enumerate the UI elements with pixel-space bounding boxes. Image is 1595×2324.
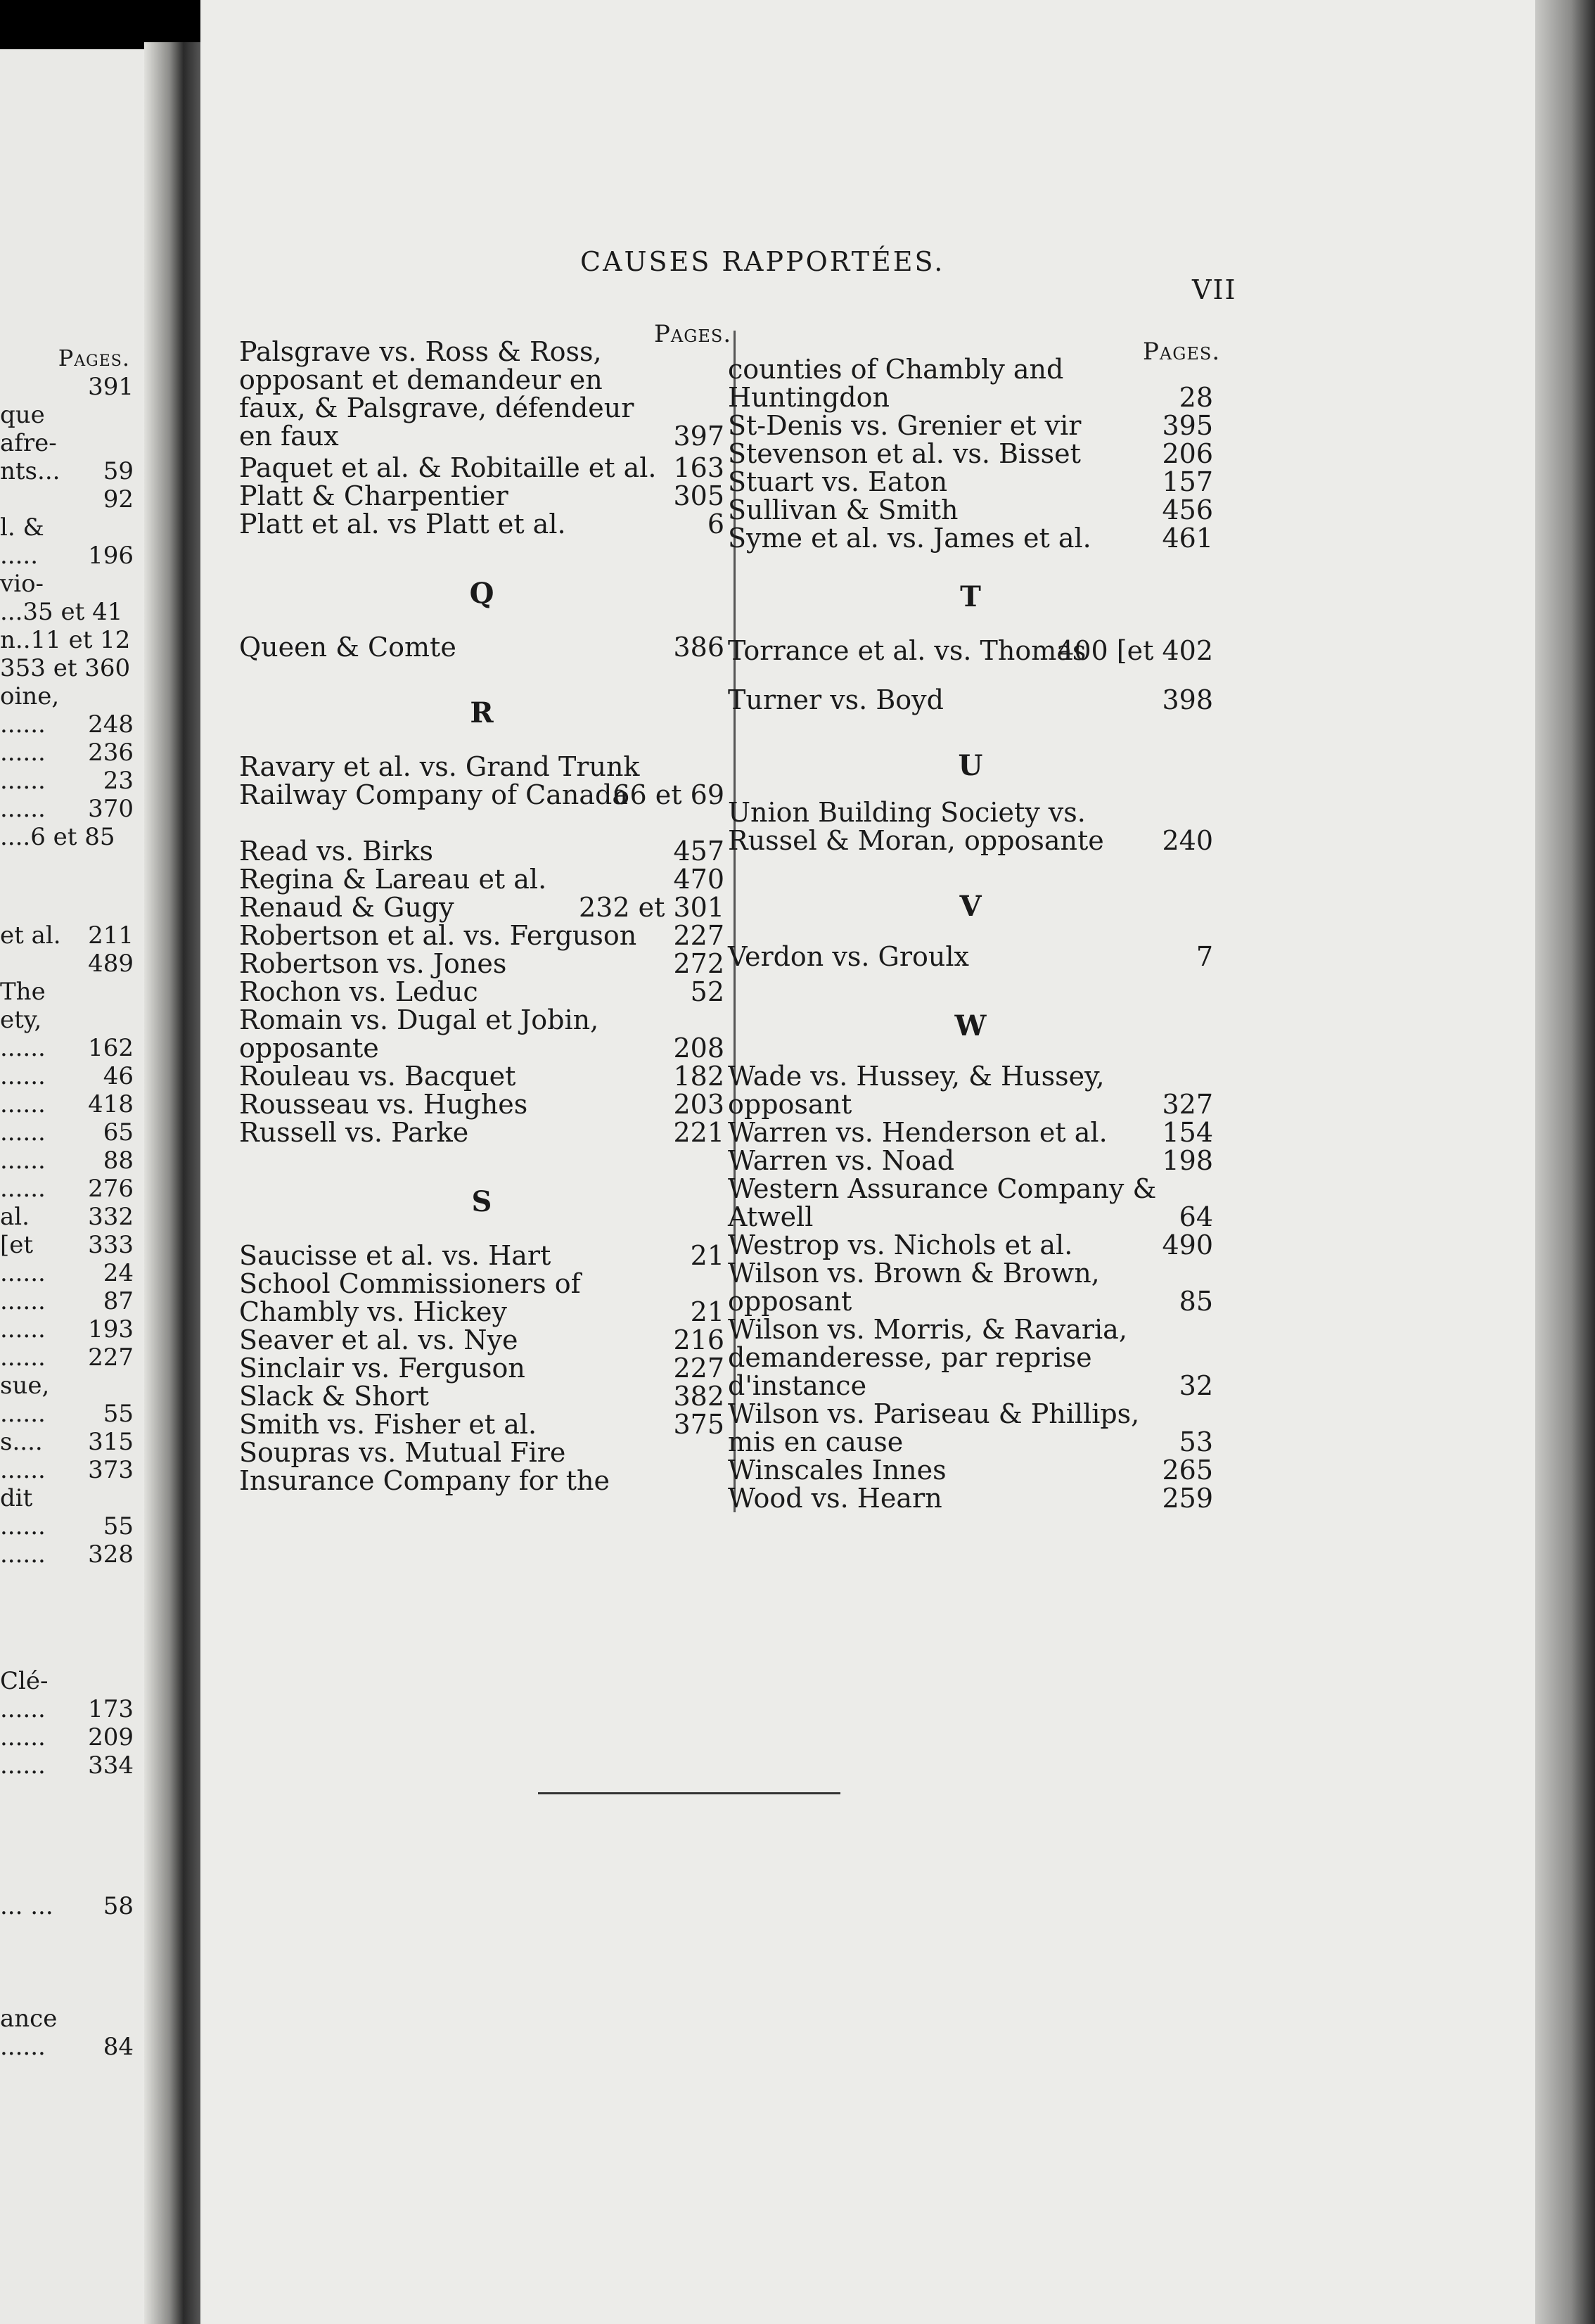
- prev-line-page: 55: [103, 1400, 134, 1428]
- prev-line-text: ......: [0, 1147, 46, 1175]
- index-entry: [239, 338, 724, 450]
- index-entry: [239, 482, 724, 510]
- entry-page-number: 21: [690, 1240, 724, 1271]
- index-page: [200, 0, 1535, 2324]
- prev-line-text: ......: [0, 1287, 46, 1315]
- prev-line-page: 196: [88, 542, 134, 570]
- entry-page-number: 265: [1162, 1455, 1213, 1486]
- prev-line-text: ......: [0, 1343, 46, 1372]
- prev-line-text: ......: [0, 1118, 46, 1147]
- entry-page-number: 386: [673, 632, 724, 663]
- prev-pages-heading: Pages.: [58, 345, 130, 371]
- running-head: CAUSES RAPPORTÉES.: [580, 246, 945, 277]
- prev-line-text: ......: [0, 739, 46, 767]
- entry-case-name: Regina & Lareau et al.: [239, 864, 547, 895]
- index-entry: [239, 753, 724, 809]
- section-letter: S: [471, 1185, 492, 1218]
- entry-case-name: Sullivan & Smith: [728, 494, 959, 525]
- prev-line-text: ......: [0, 767, 46, 795]
- index-entry: [728, 1175, 1213, 1231]
- prev-line-text: .....: [0, 542, 39, 570]
- entry-page-number: 382: [673, 1381, 724, 1412]
- index-entry: [728, 355, 1213, 411]
- section-letter: V: [959, 890, 982, 923]
- prev-line-page: 23: [103, 767, 134, 795]
- entry-page-number: 64: [1179, 1201, 1213, 1232]
- prev-line-page: 418: [88, 1090, 134, 1118]
- prev-line-page: 333: [88, 1231, 134, 1259]
- index-entry: [239, 893, 724, 921]
- entry-case-name: Russell vs. Parke: [239, 1117, 469, 1148]
- entry-page-number: 490: [1162, 1230, 1213, 1260]
- prev-line-text: ance: [0, 2005, 58, 2033]
- entry-page-number: 198: [1162, 1145, 1213, 1176]
- entry-case-name: Syme et al. vs. James et al.: [728, 523, 1091, 554]
- previous-page-fragment: [0, 49, 144, 2324]
- index-entry: [239, 1354, 724, 1382]
- prev-line-page: 46: [103, 1062, 134, 1090]
- entry-case-name: Union Building Society vs. Russel & Moran, opposante: [728, 797, 1104, 856]
- entry-case-name: Saucisse et al. vs. Hart: [239, 1240, 551, 1271]
- index-entry: [239, 510, 724, 538]
- index-entry: [728, 1118, 1213, 1147]
- entry-case-name: Western Assurance Company & Atwell: [728, 1173, 1157, 1232]
- entry-case-name: Platt et al. vs Platt et al.: [239, 509, 566, 540]
- prev-line-text: ......: [0, 1034, 46, 1062]
- prev-line-page: 373: [88, 1456, 134, 1484]
- entry-page-number: 240: [1162, 825, 1213, 856]
- entry-case-name: Soupras vs. Mutual Fire Insurance Company for the: [239, 1437, 610, 1496]
- entry-page-number: 227: [673, 1353, 724, 1384]
- entry-case-name: Warren vs. Henderson et al.: [728, 1117, 1108, 1148]
- entry-case-name: Paquet et al. & Robitaille et al.: [239, 452, 657, 483]
- prev-line-text: sue,: [0, 1372, 50, 1400]
- entry-case-name: Smith vs. Fisher et al.: [239, 1409, 537, 1440]
- prev-line-page: 391: [88, 373, 134, 401]
- entry-page-number: 21: [690, 1296, 724, 1327]
- prev-line-page: 211: [88, 921, 134, 950]
- entry-case-name: Platt & Charpentier: [239, 480, 508, 511]
- prev-line-text: et al.: [0, 921, 61, 950]
- prev-line-text: n..11 et 12: [0, 626, 131, 654]
- index-entry: [239, 1410, 724, 1438]
- entry-case-name: School Commissioners of Chambly vs. Hickey: [239, 1268, 581, 1327]
- section-letter: T: [960, 580, 981, 613]
- prev-line-text: afre-: [0, 429, 57, 457]
- index-entry: [728, 686, 1213, 714]
- entry-page-number: 6: [707, 509, 724, 540]
- entry-case-name: Renaud & Gugy: [239, 892, 454, 923]
- entry-case-name: Stuart vs. Eaton: [728, 466, 948, 497]
- index-entry: [239, 1090, 724, 1118]
- entry-page-number: 456: [1162, 494, 1213, 525]
- entry-case-name: Wood vs. Hearn: [728, 1483, 942, 1514]
- prev-line-text: al.: [0, 1203, 30, 1231]
- entry-case-name: Rochon vs. Leduc: [239, 976, 478, 1007]
- entry-page-number: 227: [673, 920, 724, 951]
- prev-line-text: ......: [0, 2033, 46, 2061]
- pages-heading-right: Pages.: [1143, 338, 1221, 366]
- index-entry: [728, 468, 1213, 496]
- entry-page-number: 157: [1162, 466, 1213, 497]
- page-folio: VII: [1192, 274, 1237, 305]
- entry-case-name: Torrance et al. vs. Thomas: [728, 635, 1087, 666]
- entry-page-number: 66 et 69: [613, 779, 724, 810]
- prev-line-text: ... ...: [0, 1892, 53, 1920]
- entry-page-number: 203: [673, 1089, 724, 1120]
- prev-line-text: ......: [0, 1315, 46, 1343]
- entry-page-number: 221: [673, 1117, 724, 1148]
- index-entry: [239, 1241, 724, 1270]
- prev-line-page: 370: [88, 795, 134, 823]
- prev-line-text: que: [0, 401, 45, 429]
- prev-line-text: ......: [0, 1751, 46, 1780]
- entry-case-name: Wilson vs. Brown & Brown, opposant: [728, 1258, 1100, 1317]
- prev-line-text: vio-: [0, 570, 44, 598]
- entry-page-number: 470: [673, 864, 724, 895]
- section-letter: Q: [469, 577, 494, 610]
- prev-line-page: 58: [103, 1892, 134, 1920]
- prev-line-page: 236: [88, 739, 134, 767]
- entry-case-name: Warren vs. Noad: [728, 1145, 955, 1176]
- entry-case-name: Westrop vs. Nichols et al.: [728, 1230, 1073, 1260]
- entry-case-name: Sinclair vs. Ferguson: [239, 1353, 525, 1384]
- prev-line-text: ......: [0, 1259, 46, 1287]
- prev-line-page: 328: [88, 1540, 134, 1569]
- prev-line-text: ......: [0, 1175, 46, 1203]
- index-entry: [728, 1484, 1213, 1512]
- prev-line-text: l. &: [0, 513, 44, 542]
- entry-page-number: 397: [673, 421, 724, 452]
- entry-page-number: 154: [1162, 1117, 1213, 1148]
- prev-line-page: 276: [88, 1175, 134, 1203]
- index-entry: [728, 943, 1213, 971]
- prev-line-text: Clé-: [0, 1667, 49, 1695]
- entry-page-number: 457: [673, 836, 724, 867]
- index-entry: [239, 1062, 724, 1090]
- prev-line-text: ......: [0, 1062, 46, 1090]
- prev-line-text: ......: [0, 1695, 46, 1723]
- entry-case-name: Verdon vs. Groulx: [728, 941, 969, 972]
- prev-line-text: ......: [0, 1400, 46, 1428]
- prev-line-page: 489: [88, 950, 134, 978]
- index-entry: [239, 1006, 724, 1062]
- index-entry: [728, 496, 1213, 524]
- index-entry: [239, 1438, 724, 1495]
- prev-line-text: 353 et 360: [0, 654, 131, 682]
- section-letter: U: [958, 749, 983, 782]
- index-entry: [239, 865, 724, 893]
- index-entry: [728, 440, 1213, 468]
- entry-page-number: 327: [1162, 1089, 1213, 1120]
- index-entry: [728, 1231, 1213, 1259]
- index-entry: [728, 524, 1213, 552]
- prev-line-text: s....: [0, 1428, 43, 1456]
- entry-page-number: 32: [1179, 1370, 1213, 1401]
- section-letter: W: [954, 1009, 987, 1042]
- index-entry: [239, 978, 724, 1006]
- prev-line-page: 209: [88, 1723, 134, 1751]
- entry-case-name: Stevenson et al. vs. Bisset: [728, 438, 1081, 469]
- prev-line-page: 173: [88, 1695, 134, 1723]
- index-entry: [728, 1400, 1213, 1456]
- index-entry: [728, 411, 1213, 440]
- entry-case-name: Wade vs. Hussey, & Hussey, opposant: [728, 1061, 1105, 1120]
- index-entry: [239, 950, 724, 978]
- index-entry: [239, 1382, 724, 1410]
- entry-page-number: 28: [1179, 382, 1213, 413]
- index-entry: [728, 1147, 1213, 1175]
- entry-case-name: Robertson et al. vs. Ferguson: [239, 920, 637, 951]
- prev-line-text: oine,: [0, 682, 60, 710]
- index-entry: [728, 1259, 1213, 1315]
- prev-line-page: 334: [88, 1751, 134, 1780]
- prev-line-page: 88: [103, 1147, 134, 1175]
- prev-line-text: ......: [0, 1540, 46, 1569]
- entry-page-number: 52: [690, 976, 724, 1007]
- index-entry: [728, 1456, 1213, 1484]
- entry-case-name: Queen & Comte: [239, 632, 456, 663]
- entry-page-number: 182: [673, 1061, 724, 1092]
- entry-page-number: 53: [1179, 1426, 1213, 1457]
- entry-page-number: 400 [et 402: [1057, 635, 1213, 666]
- index-entry: [239, 633, 724, 661]
- prev-line-text: ......: [0, 1456, 46, 1484]
- entry-case-name: Rousseau vs. Hughes: [239, 1089, 528, 1120]
- prev-line-page: 332: [88, 1203, 134, 1231]
- entry-case-name: Palsgrave vs. Ross & Ross, opposant et demandeur en faux, & Palsgrave, défendeur en faux: [239, 336, 634, 452]
- index-entry: [728, 637, 1213, 665]
- index-entry: [239, 921, 724, 950]
- prev-line-text: nts...: [0, 457, 60, 485]
- entry-case-name: Wilson vs. Pariseau & Phillips, mis en cause: [728, 1398, 1140, 1457]
- prev-line-page: 24: [103, 1259, 134, 1287]
- prev-line-page: 87: [103, 1287, 134, 1315]
- entry-case-name: counties of Chambly and Huntingdon: [728, 354, 1064, 413]
- section-letter: R: [470, 696, 494, 729]
- entry-page-number: 206: [1162, 438, 1213, 469]
- entry-page-number: 232 et 301: [579, 892, 724, 923]
- entry-page-number: 208: [673, 1033, 724, 1064]
- entry-case-name: Rouleau vs. Bacquet: [239, 1061, 516, 1092]
- entry-page-number: 163: [673, 452, 724, 483]
- closing-rule: [538, 1792, 840, 1794]
- prev-line-page: 227: [88, 1343, 134, 1372]
- index-entry: [728, 798, 1213, 855]
- entry-case-name: Ravary et al. vs. Grand Trunk Railway Company of Canada: [239, 751, 640, 810]
- entry-case-name: Turner vs. Boyd: [728, 684, 944, 715]
- prev-line-text: ......: [0, 1090, 46, 1118]
- prev-line-page: 65: [103, 1118, 134, 1147]
- entry-case-name: Romain vs. Dugal et Jobin, opposante: [239, 1004, 599, 1064]
- prev-line-page: 193: [88, 1315, 134, 1343]
- prev-line-text: ......: [0, 795, 46, 823]
- prev-line-text: ......: [0, 1723, 46, 1751]
- entry-page-number: 85: [1179, 1286, 1213, 1317]
- index-entry: [239, 454, 724, 482]
- prev-line-page: 84: [103, 2033, 134, 2061]
- prev-line-text: The: [0, 978, 46, 1006]
- entry-case-name: Read vs. Birks: [239, 836, 434, 867]
- entry-page-number: 375: [673, 1409, 724, 1440]
- prev-line-page: 315: [88, 1428, 134, 1456]
- index-entry: [728, 1315, 1213, 1400]
- prev-line-text: ......: [0, 710, 46, 739]
- index-entry: [239, 1270, 724, 1326]
- entry-case-name: Winscales Innes: [728, 1455, 947, 1486]
- entry-case-name: Wilson vs. Morris, & Ravaria, demanderesse, par reprise d'instance: [728, 1314, 1127, 1401]
- entry-page-number: 216: [673, 1324, 724, 1355]
- entry-page-number: 305: [673, 480, 724, 511]
- entry-case-name: Slack & Short: [239, 1381, 429, 1412]
- page-edge-shadow: [1535, 0, 1595, 2324]
- entry-case-name: Robertson vs. Jones: [239, 948, 507, 979]
- pages-heading-left: Pages.: [654, 320, 732, 348]
- entry-case-name: Seaver et al. vs. Nye: [239, 1324, 518, 1355]
- prev-line-page: 248: [88, 710, 134, 739]
- entry-page-number: 398: [1162, 684, 1213, 715]
- prev-line-page: 55: [103, 1512, 134, 1540]
- prev-line-text: [et: [0, 1231, 34, 1259]
- index-entry: [728, 1062, 1213, 1118]
- entry-page-number: 7: [1196, 941, 1213, 972]
- prev-line-page: 92: [103, 485, 134, 513]
- prev-line-text: dit: [0, 1484, 33, 1512]
- entry-case-name: St-Denis vs. Grenier et vir: [728, 410, 1082, 441]
- index-entry: [239, 837, 724, 865]
- book-gutter: [144, 42, 200, 2324]
- entry-page-number: 395: [1162, 410, 1213, 441]
- prev-line-text: ......: [0, 1512, 46, 1540]
- prev-line-page: 59: [103, 457, 134, 485]
- prev-line-text: ...35 et 41: [0, 598, 123, 626]
- entry-page-number: 461: [1162, 523, 1213, 554]
- prev-line-page: 162: [88, 1034, 134, 1062]
- index-entry: [239, 1118, 724, 1147]
- entry-page-number: 272: [673, 948, 724, 979]
- prev-line-text: ety,: [0, 1006, 42, 1034]
- index-entry: [239, 1326, 724, 1354]
- entry-page-number: 259: [1162, 1483, 1213, 1514]
- prev-line-text: ....6 et 85: [0, 823, 115, 851]
